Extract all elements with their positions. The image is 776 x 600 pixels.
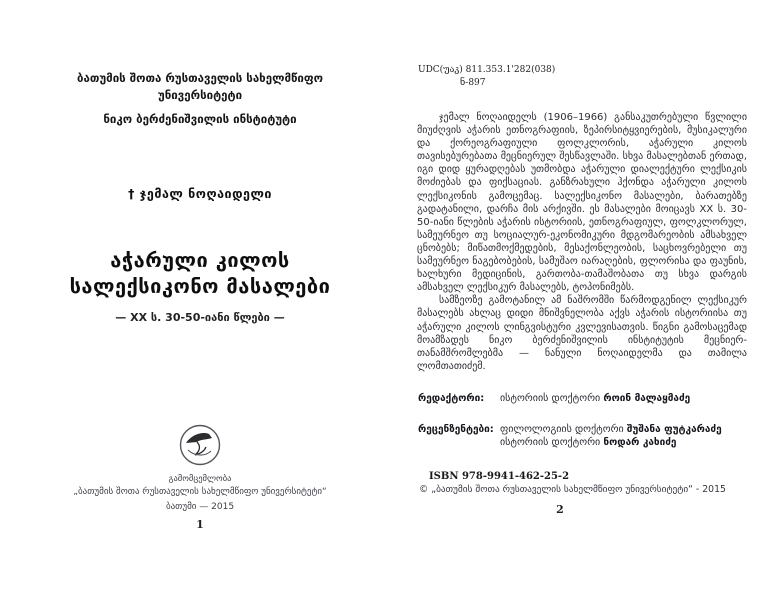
title-page [40, 0, 360, 600]
imprint-page [415, 0, 747, 600]
book-title [40, 247, 360, 299]
reviewer2-name: ნოდარ კახიძე [603, 437, 677, 448]
author-name: † ჯემალ ნოღაიდელი [128, 186, 272, 201]
editor-role: ისტორიის დოქტორი [500, 393, 604, 404]
publisher-emblem-icon [178, 423, 222, 467]
page-number-right: 2 [556, 503, 564, 516]
institute-name: ნიკო ბერძენიშვილის ინსტიტუტი [103, 112, 297, 126]
annotation-paragraph-1: ჯემალ ნოღაიდელს (1906–1966) განსაკუთრებული წვლილი მიუძღვის აჭარის ეთნოგრაფიის, ზეპირსიტყვიერების, მუსიკალური და ქორეოგრაფიული ფოლკლორის, აჭარული კილოს თავისებურებათა მეცნიერულ შესწავლაში. სხვა მასალებთან ერთად, იგი დიდ ყურადღებას უთმობდა აჭარული დიალექტური ლექსიკის მოძიებას და ფიქსაციას. განზრახული ჰქონდა აჭარული კილოს ლექსიკონის გამოცემაც. სალექსიკონო მასალები, ბარათებზე გადატანილი, დარჩა მის არქივში. ეს მასალები მოიცავს XX ს. 30-50-იანი წლების აჭარის ისტორიის, ეთნოგრაფიულ, ფოლკლორულ, სამეურნეო თუ სოციალურ-ეკონომიკური მდგომარეობის ამსახველ ცნობებს; მიწათმოქმედების, მესაქონლეობის, საცხოვრებელი თუ სამეურნეო ნაგებობების, სამუშაო იარაღების, ფლორისა და ფაუნის, ხალხური მედიცინის, გართობა-თამაშობათა თუ სხვა დარგის ამსახველ ლექსიკურ მასალებს, ტოპონიმებს. [417, 112, 747, 294]
isbn-number: ISBN 978-9941-462-25-2 [429, 471, 570, 482]
reviewers-label: რეცენზენტები: [418, 423, 494, 435]
reviewer2-role: ისტორიის დოქტორი [500, 437, 604, 448]
editor-row [418, 392, 747, 406]
book-subtitle: — XX ს. 30-50-იანი წლები — [115, 311, 285, 324]
udc-block [418, 64, 555, 90]
reviewer1-role: ფილოლოგიის დოქტორი [500, 423, 627, 435]
reviewer1-name: შუშანა ფუტკარაძე [626, 423, 722, 435]
page-number-left: 1 [196, 518, 204, 531]
book-title-line1: აჭარული კილოს [110, 248, 290, 272]
annotation-paragraph-2: სამზეოზე გამოტანილ ამ ნაშრომში წარმოდგენილ ლექსიკურ მასალებს ახლაც დიდი მნიშვნელობა აქვს აჭარის ისტორიისა თუ აჭარული კილოს ლინგვისტური კვლევისათვის. წიგნი გამოსაცემად მოამზადეს ნიკო ბერძენიშვილის ინსტიტუტის მეცნიერ-თანამშრომლებმა — ნანული ნოღაიდელმა და თამილა ლომთათიძემ. [417, 295, 747, 372]
reviewers-row [418, 423, 747, 450]
reviewers-value [500, 423, 747, 450]
editor-value [500, 392, 747, 406]
copyright-line: © „ბათუმის შოთა რუსთაველის სახელმწიფო უნივერსიტეტი“ - 2015 [419, 484, 726, 495]
udc-number: UDC(უაკ) 811.353.1'282(038) [418, 65, 556, 75]
publisher-label: გამომცემლობა [168, 474, 232, 484]
editor-name: როინ მალაყმაძე [603, 393, 691, 404]
university-name: ბათუმის შოთა რუსთაველის სახელმწიფო უნივერსიტეტი [77, 71, 323, 102]
annotation-text [417, 111, 747, 373]
catalog-code: ნ-897 [460, 78, 486, 88]
publisher-name: „ბათუმის შოთა რუსთაველის სახელმწიფო უნივერსიტეტი“ [73, 487, 327, 497]
editor-label: რედაქტორი: [418, 393, 485, 404]
credits-block [418, 392, 747, 467]
book-title-line2: სალექსიკონო მასალები [69, 274, 331, 298]
place-and-year: ბათუმი — 2015 [165, 502, 235, 512]
